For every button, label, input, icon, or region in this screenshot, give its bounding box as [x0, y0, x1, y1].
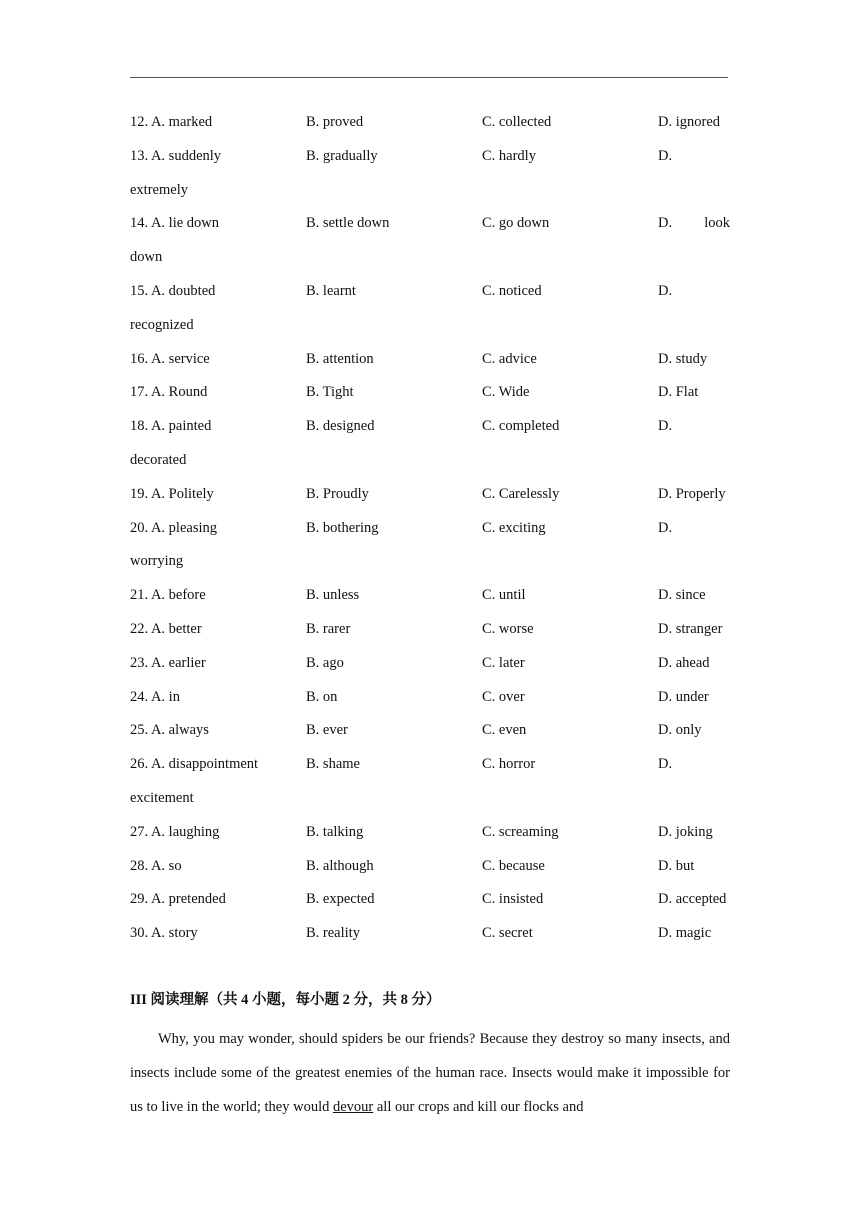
option-c: C. noticed	[482, 282, 542, 299]
question-row	[130, 651, 730, 685]
option-d: D. since	[658, 587, 706, 604]
question-row	[130, 516, 730, 550]
option-b: B. ever	[306, 722, 348, 739]
option-a: 12. A. marked	[130, 114, 213, 130]
option-c: C. hardly	[482, 147, 536, 164]
option-d-letter: D.	[658, 215, 673, 232]
question-row	[130, 617, 730, 651]
option-c: C. collected	[482, 114, 552, 130]
section-title: III 阅读理解（共 4 小题，每小题 2 分，共 8 分）	[130, 992, 441, 1008]
option-b: B. although	[306, 857, 374, 874]
option-a: 27. A. laughing	[130, 823, 220, 840]
option-a: 13. A. suddenly	[130, 147, 222, 164]
option-d: D.	[658, 282, 673, 299]
option-a: 25. A. always	[130, 722, 209, 739]
option-d-wrapped-text: down	[130, 249, 163, 266]
option-b: B. expected	[306, 891, 375, 908]
option-c: C. insisted	[482, 891, 544, 908]
option-d: D. magic	[658, 925, 712, 942]
option-c: C. Wide	[482, 384, 530, 401]
question-row	[130, 685, 730, 719]
option-d: D. ahead	[658, 654, 710, 671]
option-d-wrap-line	[130, 549, 730, 583]
question-row	[130, 887, 730, 921]
option-a: 20. A. pleasing	[130, 519, 217, 536]
option-b: B. designed	[306, 418, 375, 435]
option-d-wrap-line	[130, 245, 730, 279]
option-d: D. stranger	[658, 620, 723, 637]
option-d-wrapped-text: decorated	[130, 451, 187, 468]
option-b: B. on	[306, 688, 338, 705]
option-d-wrapped-text: recognized	[130, 316, 194, 333]
option-a: 18. A. painted	[130, 418, 212, 435]
option-d: D.	[658, 519, 673, 536]
question-row	[130, 921, 730, 955]
option-a: 23. A. earlier	[130, 654, 206, 671]
option-c: C. even	[482, 722, 527, 739]
option-d: D. accepted	[658, 891, 727, 908]
option-d-wrap-line	[130, 786, 730, 820]
option-b: B. reality	[306, 925, 360, 942]
passage-text-after: all our crops and kill our flocks and	[373, 1098, 584, 1115]
option-d	[658, 211, 730, 235]
option-c: C. because	[482, 857, 545, 874]
option-c: C. exciting	[482, 519, 546, 536]
option-a: 14. A. lie down	[130, 215, 220, 232]
option-a: 24. A. in	[130, 688, 180, 705]
question-row	[130, 414, 730, 448]
option-d-wrapped-text: worrying	[130, 553, 184, 570]
option-b: B. ago	[306, 654, 344, 671]
option-c: C. screaming	[482, 823, 559, 840]
option-a: 17. A. Round	[130, 384, 208, 401]
question-row	[130, 347, 730, 381]
option-c: C. advice	[482, 350, 537, 367]
answer-options	[130, 110, 730, 955]
option-a: 16. A. service	[130, 350, 210, 367]
question-row	[130, 752, 730, 786]
option-c: C. over	[482, 688, 525, 705]
option-a: 29. A. pretended	[130, 891, 226, 908]
option-a: 26. A. disappointment	[130, 756, 259, 773]
option-a: 21. A. before	[130, 587, 206, 604]
option-d: D. but	[658, 857, 695, 874]
passage-text-before: Why, you may wonder, should spiders be our friends? Because they destroy so many insects, and insects include some of the greatest enemies of the human race. Insects would make it impossible for us to live in the world; they would	[130, 1031, 730, 1115]
question-row	[130, 583, 730, 617]
question-row	[130, 820, 730, 854]
option-a: 28. A. so	[130, 857, 182, 874]
option-d: D. Flat	[658, 384, 699, 401]
question-row	[130, 110, 730, 144]
option-d-wrap-line	[130, 448, 730, 482]
option-b: B. attention	[306, 350, 374, 367]
option-c: C. go down	[482, 215, 550, 232]
underlined-word: devour	[332, 1098, 374, 1115]
question-row	[130, 279, 730, 313]
header-rule	[130, 77, 728, 78]
option-b: B. unless	[306, 587, 360, 604]
question-row	[130, 482, 730, 516]
option-b: B. settle down	[306, 215, 390, 232]
option-d-wrap-line	[130, 178, 730, 212]
option-b: B. rarer	[306, 620, 351, 637]
option-d-wrapped-text: excitement	[130, 789, 194, 806]
option-c: C. Carelessly	[482, 485, 560, 502]
option-b: B. Proudly	[306, 485, 369, 502]
option-a: 30. A. story	[130, 925, 198, 942]
option-c: C. completed	[482, 418, 560, 435]
option-b: B. learnt	[306, 282, 356, 299]
option-c: C. secret	[482, 925, 533, 942]
reading-passage	[130, 1023, 730, 1124]
option-b: B. Tight	[306, 384, 354, 401]
option-d: D. joking	[658, 823, 713, 840]
option-d: D. under	[658, 688, 709, 705]
option-d: D. Properly	[658, 485, 726, 502]
option-c: C. later	[482, 654, 525, 671]
option-b: B. talking	[306, 823, 364, 840]
option-d-wrapped-text: extremely	[130, 181, 188, 198]
question-row	[130, 380, 730, 414]
question-row	[130, 211, 730, 245]
option-d: D.	[658, 756, 673, 773]
option-d: D. ignored	[658, 114, 721, 130]
option-b: B. bothering	[306, 519, 379, 536]
option-a: 15. A. doubted	[130, 282, 216, 299]
option-a: 22. A. better	[130, 620, 202, 637]
option-d-word: look	[704, 215, 730, 232]
option-d-wrap-line	[130, 313, 730, 347]
option-b: B. proved	[306, 114, 364, 130]
option-c: C. worse	[482, 620, 534, 637]
question-row	[130, 854, 730, 888]
option-b: B. shame	[306, 756, 360, 773]
option-c: C. until	[482, 587, 526, 604]
question-row	[130, 718, 730, 752]
question-row	[130, 144, 730, 178]
option-c: C. horror	[482, 756, 536, 773]
option-d: D. study	[658, 350, 708, 367]
option-b: B. gradually	[306, 147, 378, 164]
option-a: 19. A. Politely	[130, 485, 214, 502]
option-d: D.	[658, 147, 673, 164]
option-d: D. only	[658, 722, 702, 739]
option-d: D.	[658, 418, 673, 435]
